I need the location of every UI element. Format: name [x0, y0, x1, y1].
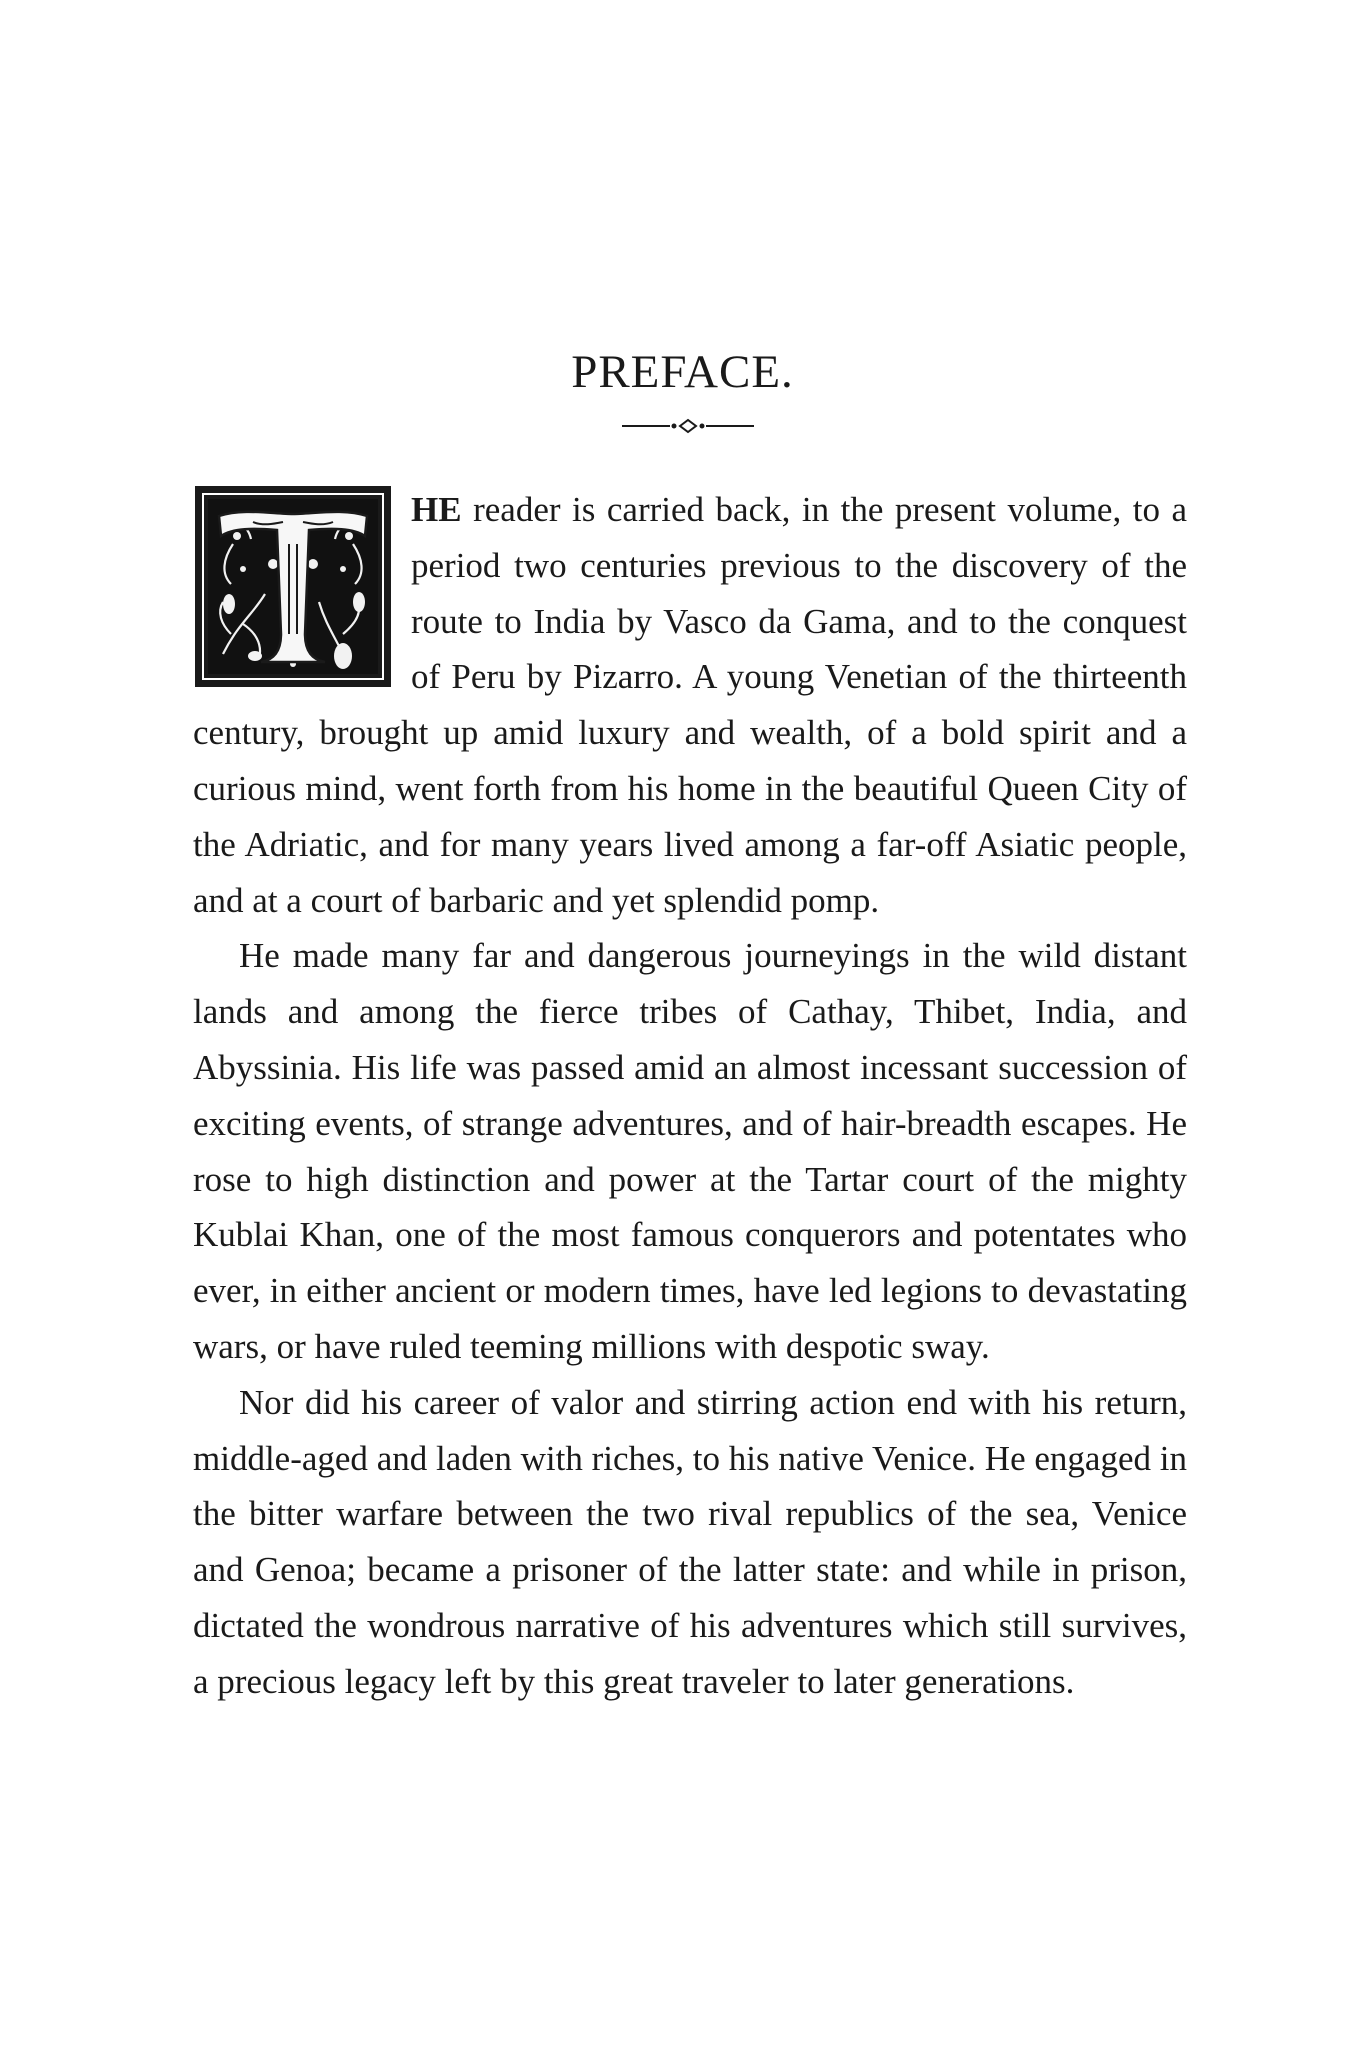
paragraph-2: He made many far and dangerous journeyings in the wild distant lands and among the fierce tribes of Cathay, Thibet, India, and Abyssinia. His life was passed amid an almost incessant succession of exciting events, of strange adventures, and of hair-breadth escapes. He rose to high distinction and power at the Tartar court of the mighty Kublai Khan, one of the most famous conquerors and potentates who ever, in either ancient or modern times, have led legions to devastating wars, or have ruled teeming millions with despotic sway. — [193, 936, 1187, 1366]
paragraph-1-text: reader is carried back, in the present volume, to a period two centuries previous to the discovery of the route to India by Vasco da Gama, and to the conquest of Peru by Pizarro. A young Venetian of the thirteenth century, brought up amid luxury and wealth, of a bold spirit and a curious mind, went forth from his home in the beautiful Queen City of the Adriatic, and for many years lived among a far-off Asiatic people, and at a court of barbaric and yet splendid pomp. — [193, 490, 1187, 920]
lead-word: HE — [411, 490, 462, 529]
title-ornament — [622, 416, 754, 436]
preface-text — [193, 482, 1187, 1710]
page-title: PREFACE. — [571, 346, 794, 398]
decorative-initial-t — [193, 484, 393, 689]
paragraph-3: Nor did his career of valor and stirring action end with his return, middle-aged and laden with riches, to his native Venice. He engaged in the bitter warfare between the two rival republics of the sea, Venice and Genoa; became a prisoner of the latter state: and while in prison, dictated the wondrous narrative of his adventures which still survives, a precious legacy left by this great traveler to later generations. — [193, 1382, 1187, 1701]
